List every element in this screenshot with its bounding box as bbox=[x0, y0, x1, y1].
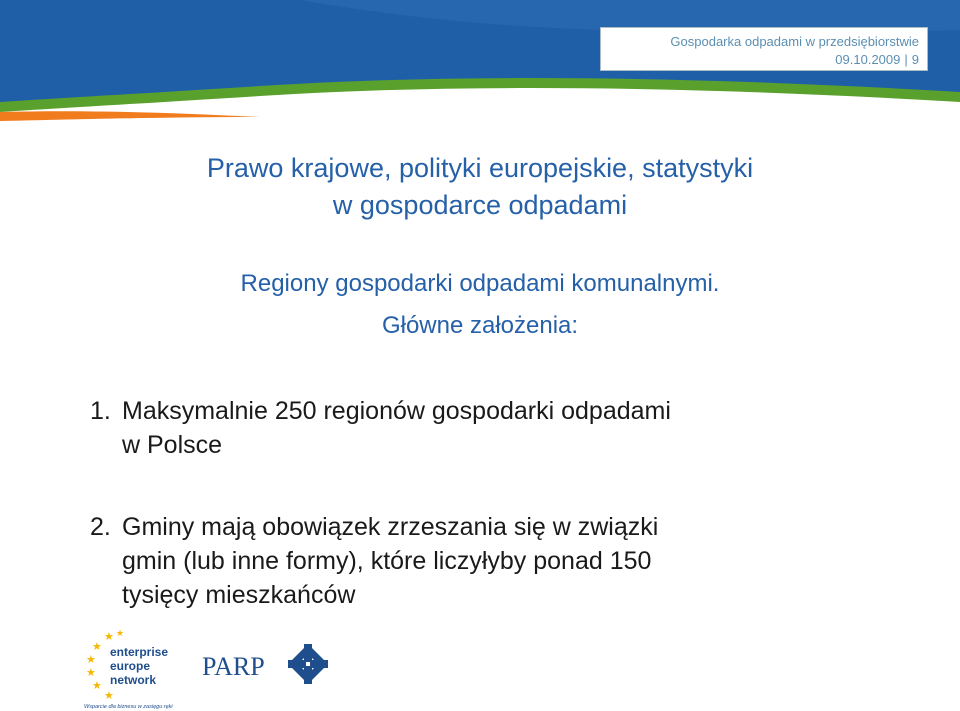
svg-text:★: ★ bbox=[92, 680, 102, 692]
slide-subtitle-line1: Regiony gospodarki odpadami komunalnymi. bbox=[240, 270, 720, 297]
svg-text:★: ★ bbox=[116, 628, 125, 638]
parp-logo bbox=[200, 640, 340, 690]
slide-title-line1: Prawo krajowe, polityki europejskie, statystyki bbox=[206, 153, 754, 183]
list-item bbox=[90, 510, 910, 612]
header-title: Gospodarka odpadami w przedsiębiorstwie bbox=[670, 34, 919, 49]
svg-text:★: ★ bbox=[104, 631, 114, 643]
een-line2: europe bbox=[110, 659, 151, 673]
header-date: 09.10.2009 bbox=[835, 52, 901, 67]
enterprise-europe-network-logo bbox=[82, 626, 192, 711]
een-line3: network bbox=[110, 673, 157, 687]
list-item-number: 2. bbox=[90, 513, 111, 541]
list-item-text-line2: w Polsce bbox=[122, 431, 223, 459]
list-item-text-line3: tysięcy mieszkańców bbox=[122, 581, 356, 609]
parp-emblem-icon bbox=[288, 644, 328, 684]
een-line1: enterprise bbox=[110, 645, 169, 659]
een-tagline: Wsparcie dla biznesu w zasięgu ręki bbox=[84, 704, 173, 710]
svg-text:★: ★ bbox=[86, 654, 96, 666]
list-item-text-line1: Maksymalnie 250 regionów gospodarki odpadami bbox=[122, 397, 671, 425]
slide-title-line2: w gospodarce odpadami bbox=[332, 190, 628, 220]
header-separator: | bbox=[904, 52, 908, 67]
slide-subtitle-line2: Główne założenia: bbox=[381, 312, 579, 339]
list-item-text-line2: gmin (lub inne formy), które liczyłyby ponad 150 bbox=[122, 547, 652, 575]
list-item-text-line1: Gminy mają obowiązek zrzeszania się w związki bbox=[122, 513, 659, 541]
header-info-box bbox=[600, 27, 928, 71]
header-meta bbox=[835, 52, 919, 67]
svg-text:★: ★ bbox=[92, 641, 102, 653]
svg-text:★: ★ bbox=[86, 667, 96, 679]
banner-orange-stripe bbox=[0, 111, 260, 121]
list-item bbox=[90, 394, 910, 462]
parp-label: PARP bbox=[202, 652, 265, 681]
list-item-number: 1. bbox=[90, 397, 111, 425]
page-number: 9 bbox=[911, 52, 919, 67]
svg-text:★: ★ bbox=[104, 690, 114, 702]
